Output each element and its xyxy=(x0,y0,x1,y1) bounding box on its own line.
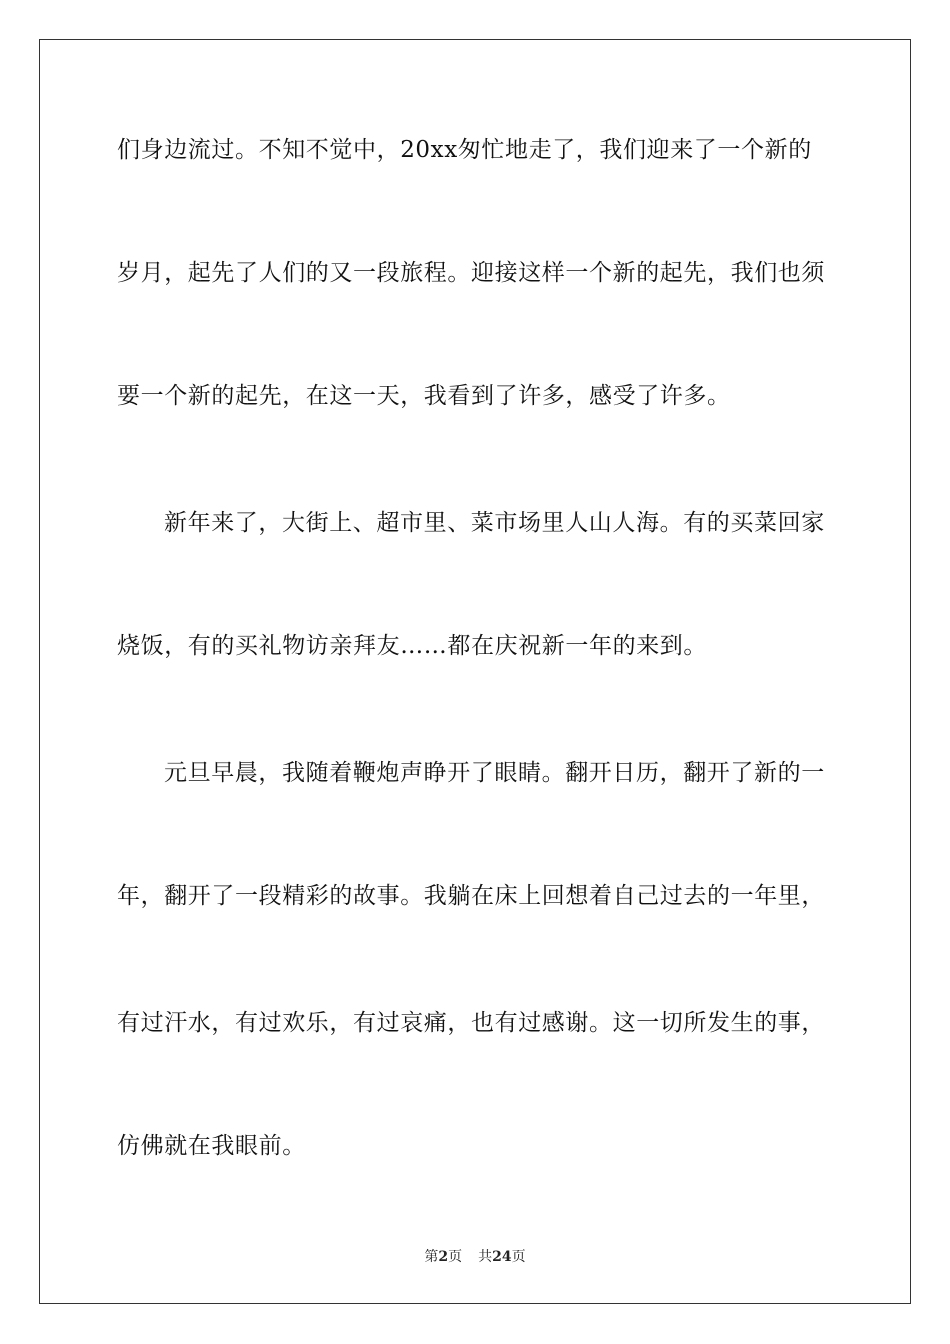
body-text-line: 烧饭，有的买礼物访亲拜友……都在庆祝新一年的来到。 xyxy=(117,633,707,659)
total-page-count: 24 xyxy=(492,1249,512,1265)
body-text-line: 岁月，起先了人们的又一段旅程。迎接这样一个新的起先，我们也须 xyxy=(117,260,825,286)
total-label-prefix: 共 xyxy=(478,1249,493,1265)
page-footer xyxy=(0,1248,950,1266)
page-label-suffix: 页 xyxy=(448,1249,463,1265)
total-label-suffix: 页 xyxy=(511,1249,526,1265)
body-text-line: 年，翻开了一段精彩的故事。我躺在床上回想着自己过去的一年里， xyxy=(117,883,825,909)
body-text-line: 要一个新的起先，在这一天，我看到了许多，感受了许多。 xyxy=(117,383,731,409)
body-text-line-paragraph-start: 新年来了，大街上、超市里、菜市场里人山人海。有的买菜回家 xyxy=(164,510,825,536)
body-text-line-paragraph-start: 元旦早晨，我随着鞭炮声睁开了眼睛。翻开日历，翻开了新的一 xyxy=(164,760,825,786)
current-page-number: 2 xyxy=(438,1249,449,1265)
body-text-line: 们身边流过。不知不觉中，20xx匆忙地走了，我们迎来了一个新的 xyxy=(117,137,812,163)
page-border xyxy=(39,39,911,1304)
page-label-prefix: 第 xyxy=(424,1249,439,1265)
body-text-line: 仿佛就在我眼前。 xyxy=(117,1133,306,1159)
body-text-line: 有过汗水，有过欢乐，有过哀痛，也有过感谢。这一切所发生的事， xyxy=(117,1010,825,1036)
